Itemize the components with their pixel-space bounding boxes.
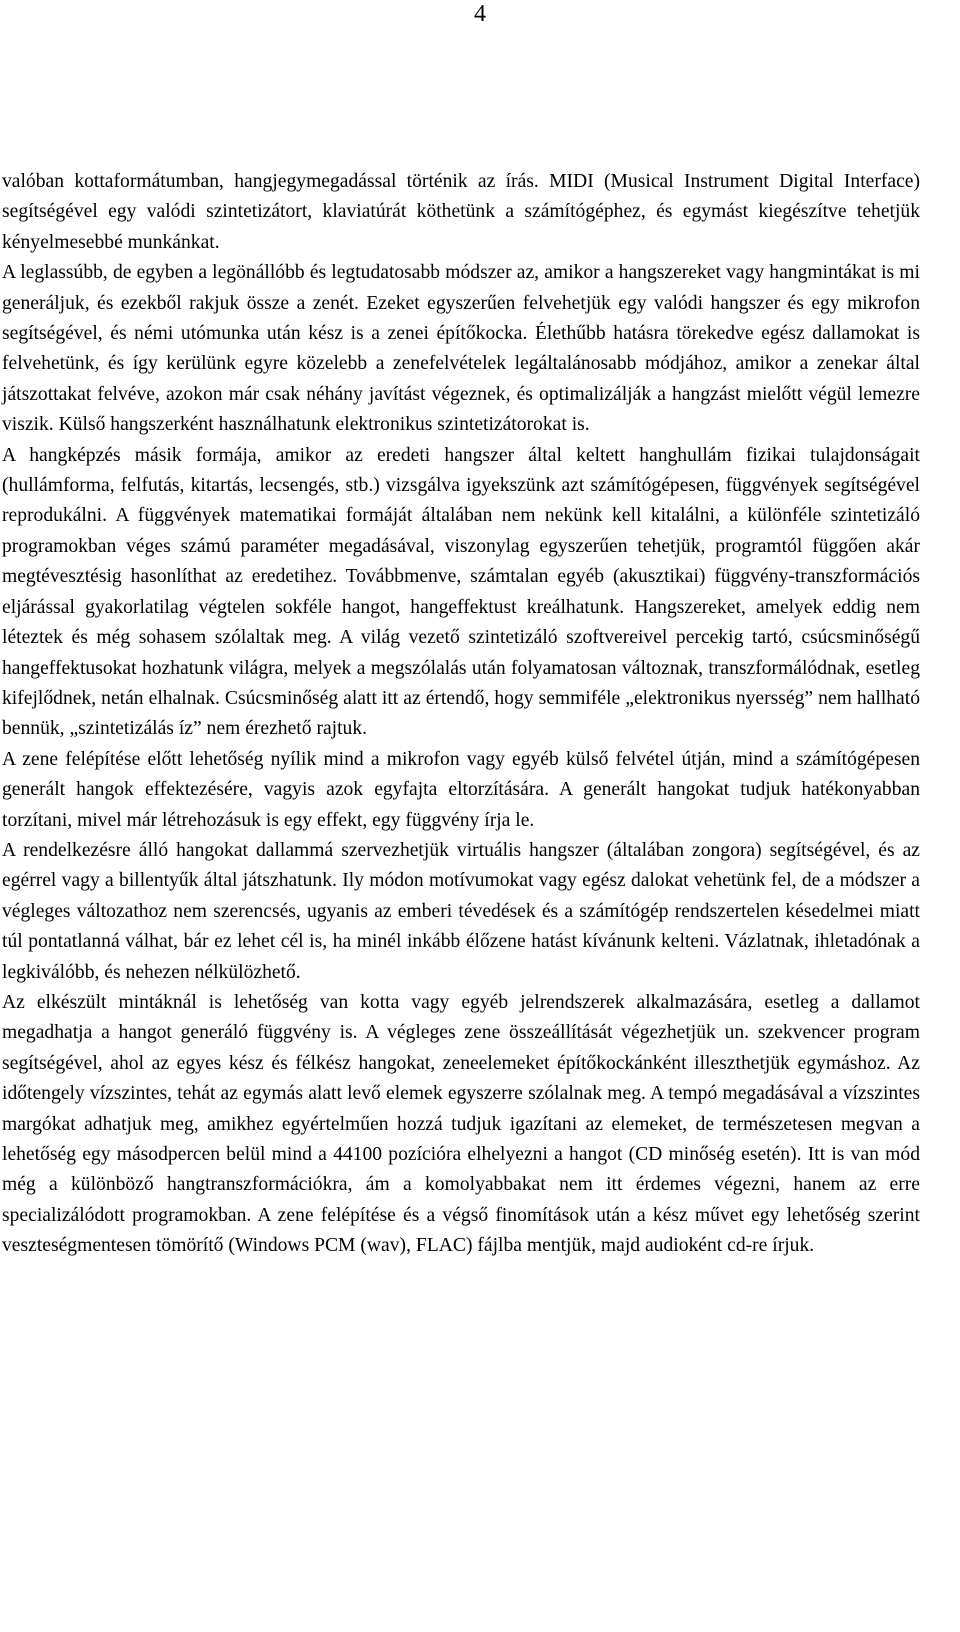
- paragraph-recording-method: A leglassúbb, de egyben a legönállóbb és legtudatosabb módszer az, amikor a hangszereket vagy hangmintákat is mi generáljuk, és ezekből rakjuk össze a zenét. Ezeket egyszerűen felvehetjük egy valódi hangszer és egy mikrofon segítségével, és némi utómunka után kész is a zenei építőkocka. Élethűbb hatásra törekedve egész dallamokat is felvehetünk, és így kerülünk egyre közelebb a zenefelvételek legáltalánosabb módjához, amikor a zenekar által játszottakat felvéve, azokon már csak néhány javítást végeznek, és optimalizálják a hangzást mielőtt végül lemezre viszik. Külső hangszerként használhatunk elektronikus szintetizátorokat is.: [2, 262, 920, 436]
- body-text: [2, 167, 920, 1262]
- paragraph-sequencer: Az elkészült mintáknál is lehetőség van kotta vagy egyéb jelrendszerek alkalmazására, esetleg a dallamot megadhatja a hangot generáló függvény is. A végleges zene összeállítását végezhetjük un. szekvencer program segítségével, ahol az egyes kész és félkész hangokat, zeneelemeket építőkockánként illeszthetjük egymáshoz. Az időtengely vízszintes, tehát az egymás alatt levő elemek egyszerre szólalnak meg. A tempó megadásával a vízszintes margókat adhatjuk meg, amikhez egyértelműen hozzá tudjuk igazítani az elemeket, de természetesen megvan a lehetőség egy másodpercen belül mind a 44100 pozícióra elhelyezni a hangot (CD minőség esetén). Itt is van mód még a különböző hangtranszformációkra, ám a komolyabbakat nem itt érdemes végezni, hanem az erre specializálódott programokban. A zene felépítése és a végső finomítások után a kész művet egy lehetőség szerint veszteségmentesen tömörítő (Windows PCM (wav), FLAC) fájlba mentjük, majd audioként cd-re írjuk.: [2, 991, 920, 1257]
- paragraph-midi: valóban kottaformátumban, hangjegymegadással történik az írás. MIDI (Musical Instrument Digital Interface) segítségével egy valódi szintetizátort, klaviatúrát köthetünk a számítógéphez, és egymást kiegészítve tehetjük kényelmesebbé munkánkat.: [2, 171, 920, 253]
- page-number: 4: [474, 1, 486, 27]
- paragraph-synthesis: A hangképzés másik formája, amikor az eredeti hangszer által keltett hanghullám fizikai tulajdonságait (hullámforma, felfutás, kitartás, lecsengés, stb.) vizsgálva igyekszünk azt számítógépesen, függvények segítségével reprodukálni. A függvények matematikai formáját általában nem nekünk kell kitalálni, a különféle szintetizáló programokban véges számú paraméter megadásával, viszonylag egyszerűen tehetjük, programtól függően akár megtévesztésig hasonlíthat az eredetihez. Továbbmenve, számtalan egyéb (akusztikai) függvény-transzformációs eljárással gyakorlatilag végtelen sokféle hangot, hangeffektust kreálhatunk. Hangszereket, amelyek eddig nem léteztek és még sohasem szólaltak meg. A világ vezető szintetizáló szoftvereivel percekig tartó, csúcsminőségű hangeffektusokat hozhatunk világra, melyek a megszólalás után folyamatosan változnak, transzformálódnak, esetleg kifejlődnek, netán elhalnak. Csúcsminőség alatt itt az értendő, hogy semmiféle „elektronikus nyersség” nem hallható bennük, „szintetizálás íz” nem érezhető rajtuk.: [2, 444, 920, 740]
- paragraph-virtual-instrument: A rendelkezésre álló hangokat dallammá szervezhetjük virtuális hangszer (általában zongora) segítségével, és az egérrel vagy a billentyűk által játszhatunk. Ily módon motívumokat vagy egész dalokat vehetünk fel, de a módszer a végleges változathoz nem szerencsés, ugyanis az emberi tévedések és a számítógép rendszertelen késedelmei miatt túl pontatlanná válhat, bár ez lehet cél is, ha minél inkább élőzene hatást kívánunk kelteni. Vázlatnak, ihletadónak a legkiválóbb, és nehezen nélkülözhető.: [2, 839, 920, 983]
- paragraph-effects: A zene felépítése előtt lehetőség nyílik mind a mikrofon vagy egyéb külső felvétel útján, mind a számítógépesen generált hangok effektezésére, vagyis azok egyfajta eltorzítására. A generált hangokat tudjuk hatékonyabban torzítani, mivel már létrehozásuk is egy effekt, egy függvény írja le.: [2, 748, 920, 831]
